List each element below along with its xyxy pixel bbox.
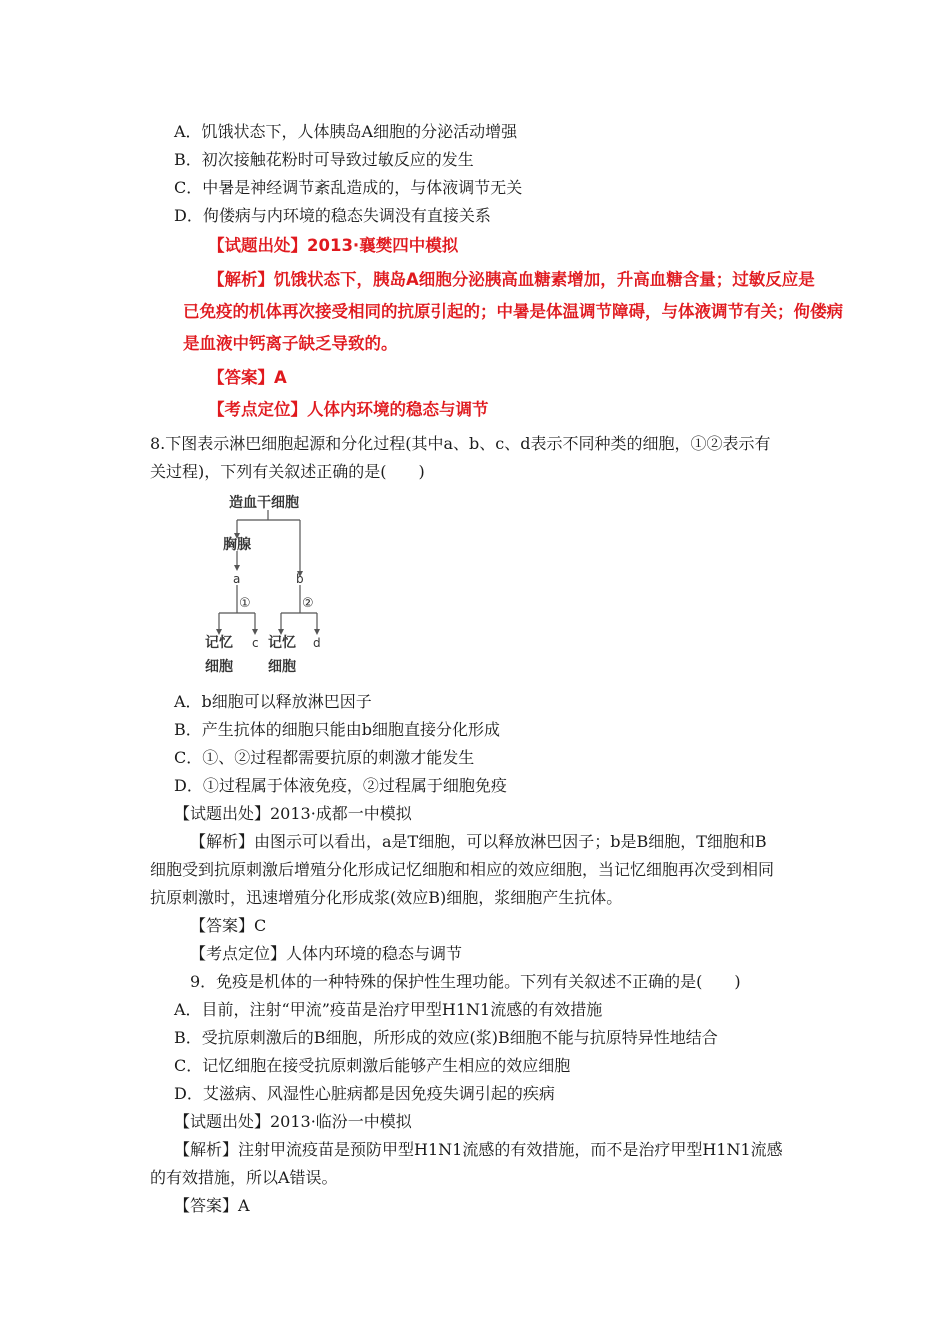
q7-option-d: D．佝偻病与内环境的稳态失调没有直接关系 [174,206,491,225]
diagram-memory1-line2: 细胞 [205,659,233,675]
q8-source: 【试题出处】2013·成都一中模拟 [174,804,412,823]
q7-analysis-line-1: 【解析】饥饿状态下，胰岛A细胞分泌胰高血糖素增加，升高血糖含量；过敏反应是 [208,270,815,289]
q8-option-c: C．①、②过程都需要抗原的刺激才能发生 [174,748,475,767]
q9-analysis-line-2: 的有效措施，所以A错误。 [150,1168,338,1187]
diagram-d-label: d [313,636,321,650]
q7-analysis-line-3: 是血液中钙离子缺乏导致的。 [183,334,398,353]
diagram-memory1-line1: 记忆 [205,635,233,651]
q9-analysis-line-1: 【解析】注射甲流疫苗是预防甲型H1N1流感的有效措施，而不是治疗甲型H1N1流感 [174,1140,783,1159]
q7-option-a: A．饥饿状态下，人体胰岛A细胞的分泌活动增强 [174,122,518,141]
diagram-root-label: 造血干细胞 [229,495,299,511]
q7-analysis-line-2: 已免疫的机体再次接受相同的抗原引起的；中暑是体温调节障碍，与体液调节有关；佝偻病 [183,302,843,321]
q9-option-a: A．目前，注射“甲流”疫苗是治疗甲型H1N1流感的有效措施 [174,1000,603,1019]
diagram-step1-label: ① [239,596,251,611]
diagram-c-label: c [252,636,259,650]
diagram-memory2-line1: 记忆 [268,635,296,651]
q8-option-d: D．①过程属于体液免疫，②过程属于细胞免疫 [174,776,507,795]
q9-answer: 【答案】A [174,1196,250,1215]
q8-analysis-line-3: 抗原刺激时，迅速增殖分化形成浆(效应B)细胞，浆细胞产生抗体。 [150,888,623,907]
diagram-memory2-line2: 细胞 [268,659,296,675]
q8-stem-line-1: 8.下图表示淋巴细胞起源和分化过程(其中a、b、c、d表示不同种类的细胞，①②表示有 [150,434,771,453]
diagram-a-label: a [233,572,241,586]
q8-option-a: A．b细胞可以释放淋巴因子 [174,692,372,711]
q8-topic: 【考点定位】人体内环境的稳态与调节 [190,944,463,963]
q9-option-c: C．记忆细胞在接受抗原刺激后能够产生相应的效应细胞 [174,1056,571,1075]
q9-option-d: D．艾滋病、风湿性心脏病都是因免疫失调引起的疾病 [174,1084,555,1103]
q7-option-c: C．中暑是神经调节紊乱造成的，与体液调节无关 [174,178,523,197]
diagram-thymus-label: 胸腺 [223,537,251,553]
q8-analysis-line-2: 细胞受到抗原刺激后增殖分化形成记忆细胞和相应的效应细胞，当记忆细胞再次受到相同 [150,860,775,879]
q7-answer: 【答案】A [208,368,287,387]
q7-topic: 【考点定位】人体内环境的稳态与调节 [208,400,489,419]
q8-analysis-line-1: 【解析】由图示可以看出，a是T细胞，可以释放淋巴因子；b是B细胞，T细胞和B [190,832,767,851]
q8-stem-line-2: 关过程)，下列有关叙述正确的是( ) [150,462,425,481]
q7-option-b: B．初次接触花粉时可导致过敏反应的发生 [174,150,474,169]
q9-option-b: B．受抗原刺激后的B细胞，所形成的效应(浆)B细胞不能与抗原特异性地结合 [174,1028,718,1047]
q9-source: 【试题出处】2013·临汾一中模拟 [174,1112,412,1131]
q8-option-b: B．产生抗体的细胞只能由b细胞直接分化形成 [174,720,501,739]
diagram-b-label: b [296,572,304,586]
q9-stem: 9．免疫是机体的一种特殊的保护性生理功能。下列有关叙述不正确的是( ) [190,972,741,991]
q7-source: 【试题出处】2013·襄樊四中模拟 [208,236,459,255]
q8-answer: 【答案】C [190,916,267,935]
diagram-step2-label: ② [302,596,314,611]
lymphocyte-origin-diagram [205,493,335,675]
